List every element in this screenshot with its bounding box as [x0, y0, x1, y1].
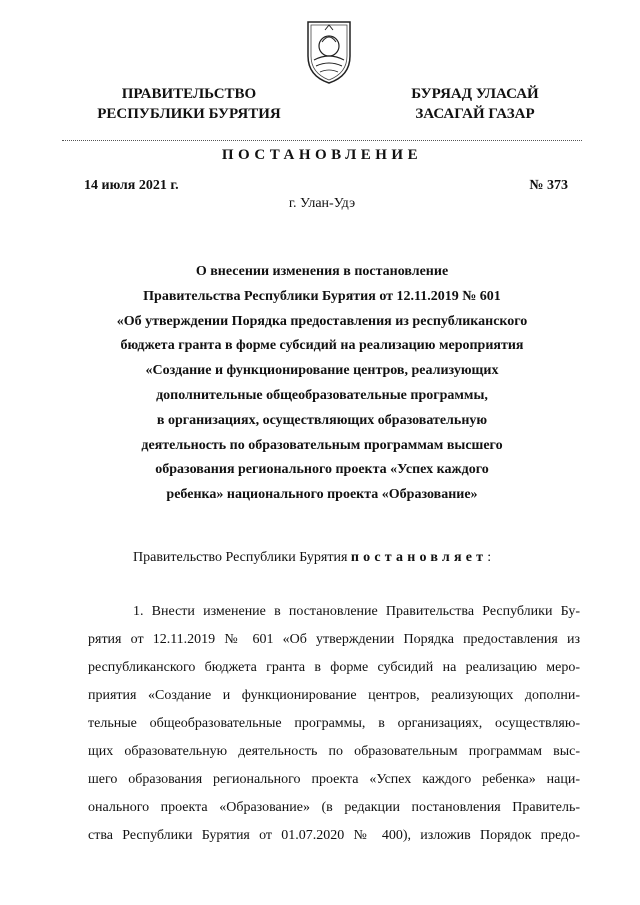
- body-line: 1. Внести изменение в постановление Правительства Республики Бу-: [133, 604, 580, 619]
- document-number: № 373: [529, 178, 568, 193]
- title-line: О внесении изменения в постановление: [195, 264, 449, 279]
- header-left-line2: РЕСПУБЛИКИ БУРЯТИЯ: [97, 106, 281, 122]
- body-line: приятия «Создание и функционирование центров, реализующих дополни-: [88, 688, 580, 703]
- header-right-line2: ЗАСАГАЙ ГАЗАР: [415, 106, 535, 122]
- document-date: 14 июля 2021 г.: [84, 178, 179, 193]
- government-name-buryat: [390, 84, 560, 124]
- body-line: тельные общеобразовательные программы, в организациях, осуществляю-: [88, 716, 580, 731]
- government-name-russian: [84, 84, 294, 124]
- title-line: образования регионального проекта «Успех каждого: [155, 462, 489, 478]
- title-line: Правительства Республики Бурятия от 12.11.2019 № 601: [143, 288, 501, 304]
- body-line: ства Республики Бурятия от 01.07.2020 № 400), изложив Порядок предо-: [88, 828, 580, 843]
- body-line: рятия от 12.11.2019 № 601 «Об утверждении Порядка предоставления из: [88, 632, 580, 647]
- preamble: [133, 550, 491, 566]
- body-line: онального проекта «Образование» (в редакции постановления Правитель-: [88, 800, 580, 815]
- preamble-decree-word: постановляет: [350, 550, 488, 565]
- title-line: бюджета гранта в форме субсидий на реализацию мероприятия: [120, 338, 524, 354]
- title-line: деятельность по образовательным программам высшего: [141, 437, 503, 453]
- document-title: [62, 260, 582, 508]
- body-line: шего образования регионального проекта «Успех каждого ребенка» наци-: [88, 772, 580, 787]
- header-separator: [62, 140, 582, 141]
- header-left-line1: ПРАВИТЕЛЬСТВО: [121, 86, 257, 102]
- preamble-text: Правительство Республики Бурятия: [133, 550, 351, 565]
- document-city: г. Улан-Удэ: [288, 196, 356, 211]
- body-line: щих образовательную деятельность по образовательным программам выс-: [88, 744, 580, 759]
- title-line: дополнительные общеобразовательные программы,: [156, 387, 488, 403]
- title-line: ребенка» национального проекта «Образование»: [166, 487, 478, 503]
- header-right-line1: БУРЯАД УЛАСАЙ: [411, 86, 539, 102]
- title-line: в организациях, осуществляющих образовательную: [156, 412, 488, 428]
- title-line: «Создание и функционирование центров, реализующих: [145, 363, 499, 379]
- title-line: «Об утверждении Порядка предоставления из республиканского: [116, 313, 528, 329]
- preamble-colon: :: [487, 550, 492, 565]
- coat-of-arms-icon: [300, 16, 358, 86]
- document-type: ПОСТАНОВЛЕНИЕ: [221, 147, 423, 163]
- body-line: республиканского бюджета гранта в форме субсидий на реализацию меро-: [88, 660, 580, 675]
